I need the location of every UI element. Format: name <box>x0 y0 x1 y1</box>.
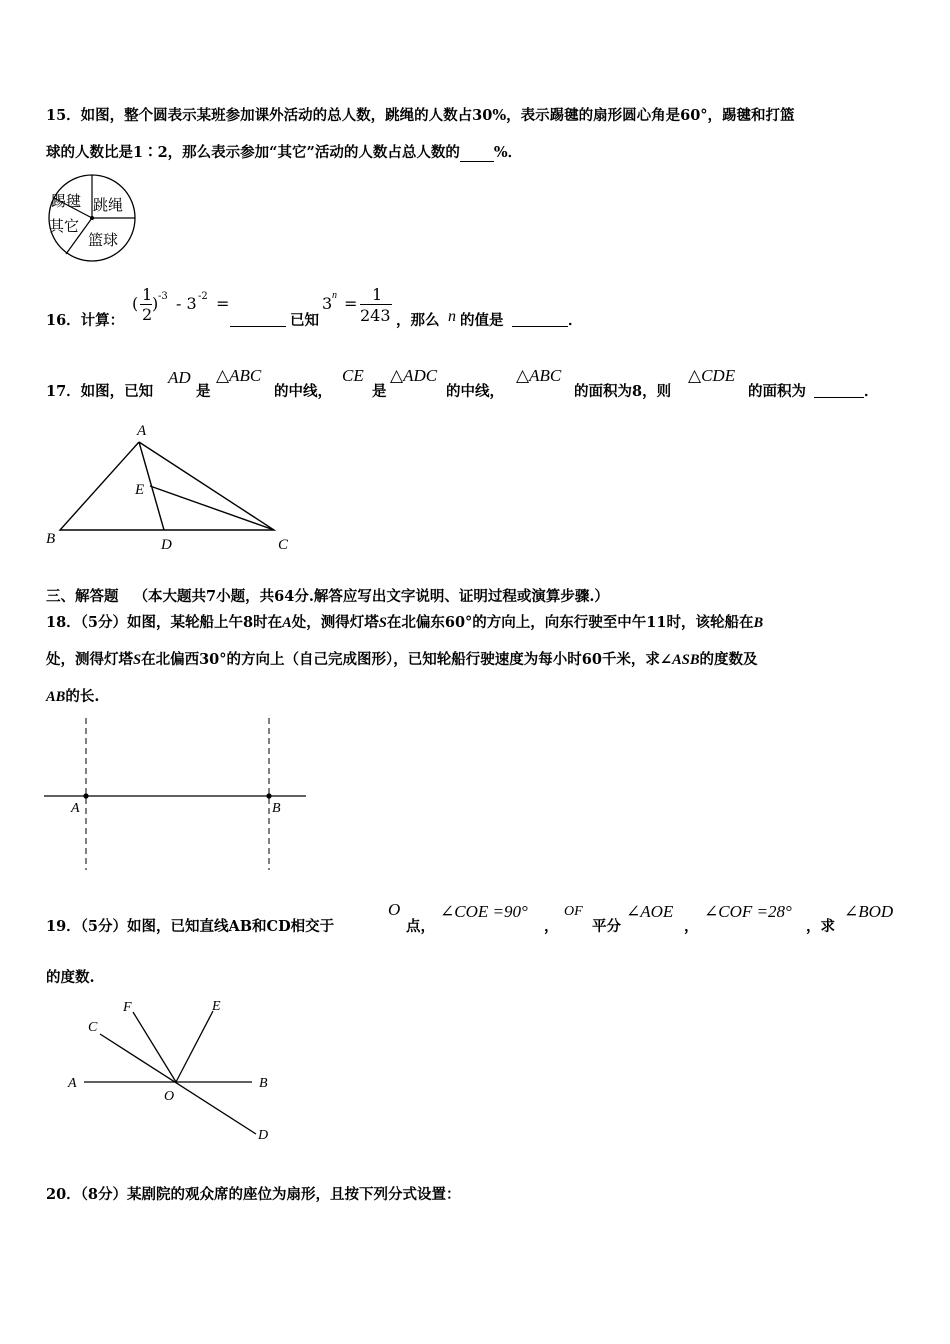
q19-angle-BOD: ∠BOD <box>844 902 894 921</box>
point-label-E: E <box>212 999 221 1014</box>
paren-close: ) <box>152 294 159 313</box>
q16-known: 已知 <box>290 312 319 329</box>
point-label-D: D <box>161 537 172 553</box>
q19-text: 点， <box>406 918 435 935</box>
q19-comma: ， <box>684 918 699 935</box>
point-label-A: A <box>71 801 80 816</box>
q17-median: 的中线， <box>446 383 504 400</box>
q16-then: ，那么 <box>396 312 440 329</box>
equals-sign: = <box>344 294 358 313</box>
pie-label-tiaosheng: 跳绳 <box>93 198 124 214</box>
lines-figure <box>60 994 280 1146</box>
point-label-E: E <box>135 482 145 498</box>
q18-text: 18．（5分）如图，某轮船上午8时在 <box>46 614 283 631</box>
q16-prefix: 16．计算： <box>46 312 125 329</box>
equals-sign: = <box>216 294 230 313</box>
pie-label-lanqiu: 篮球 <box>88 233 119 249</box>
q18-line3 <box>46 685 99 706</box>
frac2-bar <box>360 304 392 305</box>
point-label-O: O <box>164 1089 175 1104</box>
q19-angle-COE: ∠COE =90° <box>440 902 528 921</box>
point-label-D: D <box>258 1128 269 1143</box>
q17-end: ． <box>864 383 879 400</box>
point-label-A: A <box>68 1076 77 1091</box>
answer-blank <box>814 380 864 398</box>
ship-figure <box>44 716 308 872</box>
q17-area-text: 的面积为8，则 <box>574 383 672 400</box>
section-note: （本大题共7小题，共64分.解答应写出文字说明、证明过程或演算步骤.） <box>133 588 609 605</box>
q15-line2 <box>46 141 522 162</box>
q18-line2 <box>46 648 758 669</box>
q16-value-text: 的值是 <box>460 312 504 329</box>
q20-text: 20．（8分）某剧院的观众席的座位为扇形，且按下列分式设置： <box>46 1186 461 1203</box>
q17-AD: AD <box>168 368 191 387</box>
q19-prefix: 19．（5分）如图，已知直线AB和CD相交于 <box>46 918 335 935</box>
base-three: 3 <box>322 294 333 313</box>
answer-blank <box>230 309 286 327</box>
pie-label-qita: 其它 <box>49 219 80 235</box>
q17-triangle-CDE: △CDE <box>688 366 736 385</box>
q19-text: 平分 <box>592 918 621 935</box>
q19-point-O: O <box>388 900 401 919</box>
q18-line1 <box>46 611 763 632</box>
answer-blank <box>460 144 494 162</box>
q17-triangle-ABC: △ABC <box>516 366 562 385</box>
q18-text: 的度数及 <box>699 651 758 668</box>
answer-blank <box>512 309 568 327</box>
point-label-C: C <box>88 1020 98 1035</box>
pie-chart-figure <box>44 174 140 264</box>
frac2-numerator: 1 <box>372 285 383 304</box>
q17-is: 是 <box>196 383 211 400</box>
exponent-2: -2 <box>198 291 208 302</box>
triangle-figure <box>40 418 310 558</box>
q19-line2: 的度数. <box>46 969 95 986</box>
q17-area-text: 的面积为 <box>748 383 806 400</box>
exponent-1: -3 <box>158 291 168 302</box>
section-heading <box>46 585 609 606</box>
q17-prefix: 17．如图，已知 <box>46 383 154 400</box>
q19-text: ，求 <box>806 918 835 935</box>
q17-CE: CE <box>342 366 364 385</box>
q18-var-ASB: ASB <box>672 652 700 668</box>
q18-var-B: B <box>753 615 764 631</box>
frac2-denominator: 243 <box>360 306 391 325</box>
point-label-B: B <box>46 531 56 547</box>
q17-is: 是 <box>372 383 387 400</box>
frac-denominator: 2 <box>142 305 153 324</box>
q19-angle-AOE: ∠AOE <box>626 902 674 921</box>
q15-line2-text: 球的人数比是1∶2，那么表示参加“其它”活动的人数占总人数的 <box>46 144 460 161</box>
paren-open: ( <box>132 294 139 313</box>
q18-var-S: S <box>378 615 387 631</box>
q19-OF: OF <box>564 904 583 919</box>
q18-text: 的长. <box>65 688 100 705</box>
point-label-F: F <box>123 1000 132 1015</box>
point-label-A: A <box>137 423 147 439</box>
q18-text: 处，测得灯塔 <box>46 651 133 668</box>
point-label-B: B <box>272 801 281 816</box>
q15-line2-end: %． <box>493 144 523 161</box>
minus-three: - 3 <box>176 294 197 313</box>
q18-text: 在北偏东60°的方向上，向东行驶至中午11时，该轮船在 <box>386 614 754 631</box>
q18-var-S: S <box>133 652 142 668</box>
q18-text: 在北偏西30°的方向上（自己完成图形），已知轮船行驶速度为每小时60千米，求∠ <box>141 651 673 668</box>
q18-var-A: A <box>282 615 292 631</box>
q19-angle-COF: ∠COF =28° <box>704 902 792 921</box>
q19-comma: ， <box>544 918 559 935</box>
q15-line1: 15．如图，整个圆表示某班参加课外活动的总人数，跳绳的人数占30%，表示踢毽的扇形圆心角是60°，踢毽和打篮 <box>46 107 795 124</box>
q17-triangle-ABC: △ABC <box>216 366 262 385</box>
q17-triangle-ADC: △ADC <box>390 366 438 385</box>
q18-var-AB: AB <box>46 689 66 705</box>
exponent-n: n <box>332 290 337 301</box>
variable-n: n <box>448 308 456 325</box>
q16-end: ． <box>568 312 583 329</box>
q18-text: 处，测得灯塔 <box>291 614 379 631</box>
frac-numerator: 1 <box>142 285 153 304</box>
q17-median: 的中线， <box>274 383 332 400</box>
section-title: 三、解答题 <box>46 588 119 605</box>
point-label-C: C <box>278 537 289 553</box>
pie-label-jianzi: 踢毽 <box>51 194 82 210</box>
point-label-B: B <box>259 1076 268 1091</box>
